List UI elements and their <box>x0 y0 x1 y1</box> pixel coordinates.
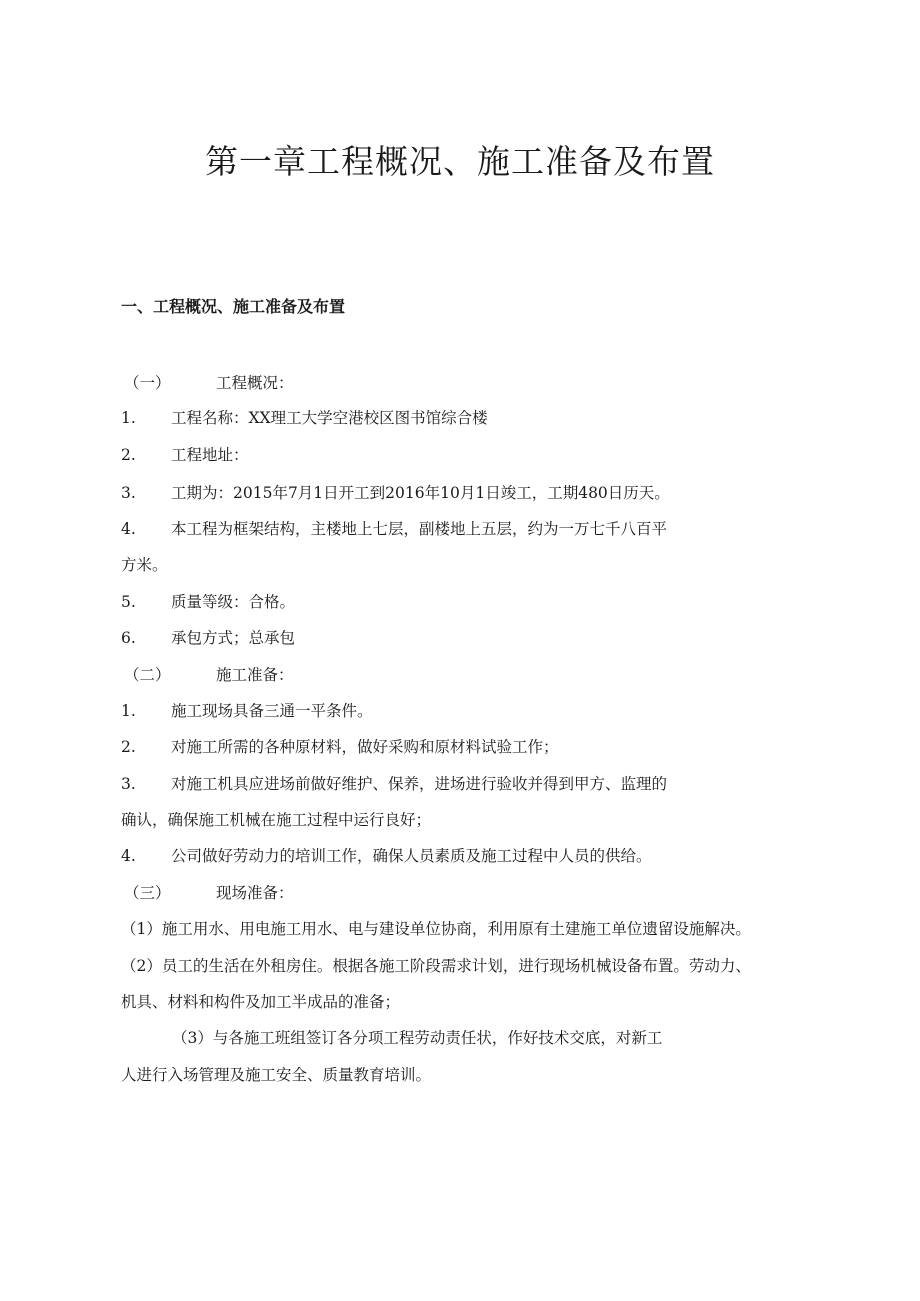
list-number: 2. <box>121 446 136 464</box>
paragraph-1: （1）施工用水、用电施工用水、电与建设单位协商，利用原有土建施工单位遗留设施解决。 <box>121 920 751 938</box>
list-text: 工程地址： <box>171 446 249 464</box>
subsection-label: 工程概况： <box>216 374 294 392</box>
list-number: 4. <box>121 847 136 865</box>
list-text: 质量等级：合格。 <box>171 593 296 611</box>
list-text: 对施工所需的各种原材料，做好采购和原材料试验工作； <box>171 738 559 756</box>
list-text: 工期为：2015年7月1日开工到2016年10月1日竣工，工期480日历天。 <box>171 484 670 502</box>
subsection-label: 现场准备： <box>216 884 294 902</box>
list-number: 6. <box>121 629 136 647</box>
list-text: 施工现场具备三通一平条件。 <box>171 702 373 720</box>
list-text: 本工程为框架结构，主楼地上七层，副楼地上五层，约为一万七千八百平 <box>171 520 668 538</box>
list-number: 2. <box>121 738 136 756</box>
subsection-marker: （二） <box>124 666 171 684</box>
list-number: 1. <box>121 702 136 720</box>
paragraph-2-line-2: 机具、材料和构件及加工半成品的准备； <box>121 993 401 1011</box>
list-text: 工程名称：XX理工大学空港校区图书馆综合楼 <box>171 409 488 427</box>
subsection-marker: （三） <box>124 884 171 902</box>
subsection-marker: （一） <box>124 374 171 392</box>
list-item-continuation: 确认，确保施工机械在施工过程中运行良好； <box>121 811 432 829</box>
list-number: 1. <box>121 409 136 427</box>
list-number: 5. <box>121 593 136 611</box>
subsection-label: 施工准备： <box>216 666 294 684</box>
list-text: 对施工机具应进场前做好维护、保养，进场进行验收并得到甲方、监理的 <box>171 775 668 793</box>
list-text: 公司做好劳动力的培训工作，确保人员素质及施工过程中人员的供给。 <box>171 847 652 865</box>
list-number: 3. <box>121 775 136 793</box>
chapter-title: 第一章工程概况、施工准备及布置 <box>205 142 715 181</box>
list-number: 4. <box>121 520 136 538</box>
section-heading: 一、工程概况、施工准备及布置 <box>121 297 346 316</box>
list-number: 3. <box>121 484 136 502</box>
list-text: 承包方式；总承包 <box>171 629 296 647</box>
paragraph-3-line-1: （3）与各施工班组签订各分项工程劳动责任状，作好技术交底，对新工 <box>172 1029 663 1047</box>
paragraph-3-line-2: 人进行入场管理及施工安全、质量教育培训。 <box>121 1066 432 1084</box>
list-item-continuation: 方米。 <box>121 556 168 574</box>
paragraph-2-line-1: （2）员工的生活在外租房住。根据各施工阶段需求计划，进行现场机械设备布置。劳动力、 <box>121 957 751 975</box>
